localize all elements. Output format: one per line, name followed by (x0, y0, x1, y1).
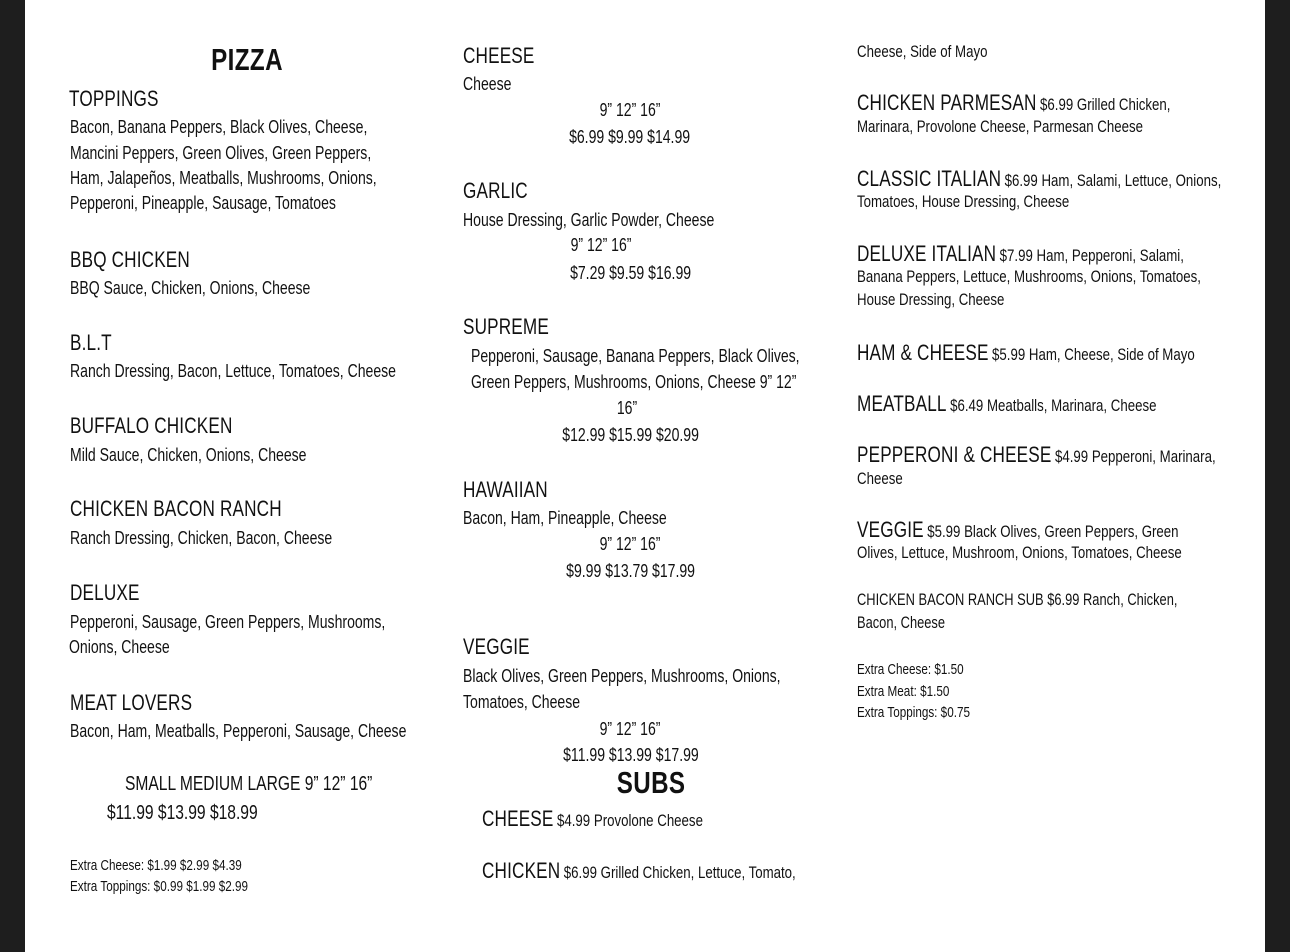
specialty-desc: Green Peppers, Mushrooms, Onions, Cheese 9” 12” (471, 372, 797, 392)
sub-name: CHICKEN (482, 858, 561, 883)
sub-name: CHICKEN PARMESAN (857, 90, 1037, 115)
sub-item (857, 90, 1259, 116)
sub-desc: $4.99 Provolone Cheese (556, 811, 703, 830)
pizza-extra: Extra Toppings: $0.99 $1.99 $2.99 (70, 878, 249, 895)
sub-name: DELUXE ITALIAN (857, 241, 997, 266)
specialty-name: GARLIC (463, 178, 528, 203)
sub-item (857, 340, 1265, 366)
sub-desc: $6.49 Meatballs, Marinara, Cheese (950, 396, 1157, 415)
sub-desc: Olives, Lettuce, Mushroom, Onions, Tomatoes, Cheese (857, 543, 1182, 562)
specialty-prices: $12.99 $15.99 $20.99 (562, 425, 700, 445)
sub-name: HAM & CHEESE (857, 340, 989, 365)
sub-desc: $5.99 Black Olives, Green Peppers, Green (927, 522, 1179, 541)
pizza-item-desc: Mild Sauce, Chicken, Onions, Cheese (70, 445, 307, 465)
specialty-desc: House Dressing, Garlic Powder, Cheese (463, 210, 715, 230)
sub-desc: Cheese, Side of Mayo (857, 42, 988, 61)
sub-item (857, 241, 1265, 267)
sub-name: CLASSIC ITALIAN (857, 166, 1002, 191)
toppings-line: Bacon, Banana Peppers, Black Olives, Cheese, (70, 117, 368, 137)
pizza-title: PIZZA (211, 42, 283, 77)
specialty-prices: $9.99 $13.79 $17.99 (566, 561, 696, 581)
sub-extra: Extra Toppings: $0.75 (857, 704, 970, 721)
pizza-item-desc: Bacon, Ham, Meatballs, Pepperoni, Sausage, Cheese (70, 721, 407, 741)
pizza-item-desc: Onions, Cheese (69, 637, 170, 657)
pizza-item-desc: Ranch Dressing, Bacon, Lettuce, Tomatoes, Cheese (70, 361, 396, 381)
sub-item (482, 858, 884, 884)
sub-desc: House Dressing, Cheese (857, 290, 1005, 309)
specialty-prices: $6.99 $9.99 $14.99 (569, 127, 691, 147)
sub-item (857, 391, 1241, 417)
specialty-sizes: 9” 12” 16” (599, 100, 661, 120)
specialty-desc: Black Olives, Green Peppers, Mushrooms, Onions, (463, 666, 781, 686)
pizza-item-desc: Pepperoni, Sausage, Green Peppers, Mushrooms, (70, 612, 386, 632)
specialty-desc: Tomatoes, Cheese (463, 692, 581, 712)
sub-desc: $6.99 Grilled Chicken, Lettuce, Tomato, (563, 863, 796, 882)
specialty-name: SUPREME (463, 314, 549, 339)
pizza-sizes: SMALL MEDIUM LARGE 9” 12” 16” (125, 773, 373, 795)
pizza-prices: $11.99 $13.99 $18.99 (107, 802, 258, 824)
sub-desc: $7.99 Ham, Pepperoni, Salami, (999, 246, 1184, 265)
sub-desc: Banana Peppers, Lettuce, Mushrooms, Onions, Tomatoes, (857, 267, 1201, 286)
toppings-line: Pepperoni, Pineapple, Sausage, Tomatoes (70, 193, 336, 213)
pizza-item-name: BUFFALO CHICKEN (70, 413, 233, 438)
sub-desc: Marinara, Provolone Cheese, Parmesan Cheese (857, 117, 1143, 136)
specialty-desc: Bacon, Ham, Pineapple, Cheese (463, 508, 667, 528)
specialty-desc: Pepperoni, Sausage, Banana Peppers, Black Olives, (471, 346, 800, 366)
toppings-line: Ham, Jalapeños, Meatballs, Mushrooms, Onions, (70, 168, 377, 188)
pizza-item-name: DELUXE (70, 580, 140, 605)
specialty-desc: Cheese (463, 74, 512, 94)
specialty-sizes: 9” 12” 16” (599, 719, 661, 739)
sub-name: PEPPERONI & CHEESE (857, 442, 1052, 467)
sub-item (857, 517, 1265, 543)
sub-item (482, 806, 765, 832)
sub-desc: Tomatoes, House Dressing, Cheese (857, 192, 1070, 211)
sub-desc: $6.99 Ham, Salami, Lettuce, Onions, (1004, 171, 1222, 190)
pizza-item-desc: Ranch Dressing, Chicken, Bacon, Cheese (70, 528, 333, 548)
specialty-prices: $7.29 $9.59 $16.99 (570, 263, 692, 283)
sub-name: CHEESE (482, 806, 554, 831)
sub-desc: Cheese (857, 469, 903, 488)
menu-page (25, 0, 1265, 952)
ranch-sub-line: CHICKEN BACON RANCH SUB $6.99 Ranch, Chicken, (857, 591, 1178, 609)
toppings-line: Mancini Peppers, Green Olives, Green Peppers, (70, 143, 372, 163)
specialty-name: HAWAIIAN (463, 477, 548, 502)
pizza-item-name: BBQ CHICKEN (70, 247, 190, 272)
specialty-name: CHEESE (463, 43, 535, 68)
specialty-sizes: 9” 12” 16” (599, 534, 661, 554)
sub-extra: Extra Cheese: $1.50 (857, 661, 964, 678)
pizza-item-desc: BBQ Sauce, Chicken, Onions, Cheese (70, 278, 311, 298)
pizza-item-name: MEAT LOVERS (70, 690, 193, 715)
ranch-sub-line: Bacon, Cheese (857, 614, 946, 632)
subs-title: SUBS (616, 765, 686, 800)
toppings-heading: TOPPINGS (69, 86, 159, 111)
specialty-sizes: 9” 12” 16” (570, 235, 632, 255)
sub-item (857, 442, 1265, 468)
pizza-item-name: B.L.T (70, 330, 112, 355)
specialty-name: VEGGIE (463, 634, 530, 659)
sub-desc: $4.99 Pepperoni, Marinara, (1054, 447, 1216, 466)
sub-name: VEGGIE (857, 517, 924, 542)
sub-extra: Extra Meat: $1.50 (857, 683, 950, 700)
pizza-extra: Extra Cheese: $1.99 $2.99 $4.39 (70, 857, 242, 874)
specialty-desc: 16” (616, 398, 638, 418)
sub-desc: $5.99 Ham, Cheese, Side of Mayo (992, 345, 1195, 364)
specialty-prices: $11.99 $13.99 $17.99 (563, 745, 699, 765)
sub-item (857, 166, 1265, 192)
pizza-item-name: CHICKEN BACON RANCH (70, 496, 282, 521)
sub-desc: $6.99 Grilled Chicken, (1040, 95, 1171, 114)
sub-name: MEATBALL (857, 391, 947, 416)
